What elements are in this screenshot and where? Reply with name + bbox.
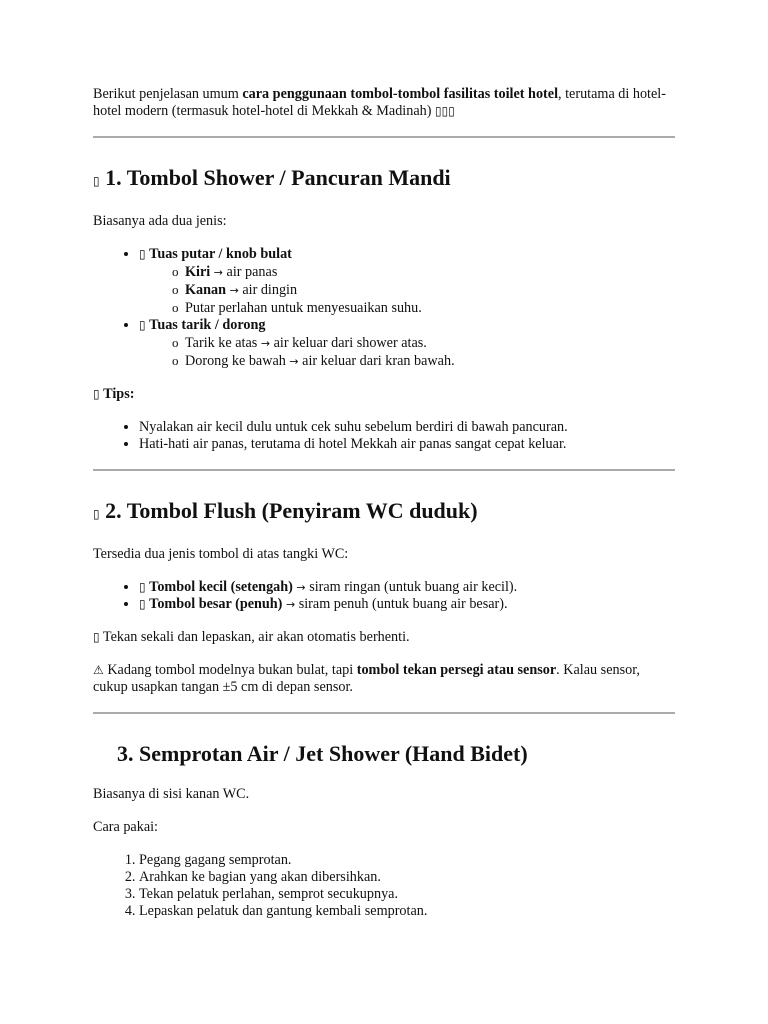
sub-list-item <box>185 281 678 299</box>
sub-item-text: air panas <box>222 264 278 280</box>
sub-list-item <box>185 263 678 281</box>
section-3-lead-2: Cara pakai: <box>93 819 158 835</box>
section-1-lead: Biasanya ada dua jenis: <box>93 213 227 229</box>
sub-list <box>139 334 678 370</box>
section-title: 2. Tombol Flush (Penyiram WC duduk) <box>105 498 478 523</box>
sub-list <box>139 263 678 317</box>
sub-item-text: Putar perlahan untuk menyesuaikan suhu. <box>185 300 422 316</box>
section-2-heading <box>93 498 678 527</box>
arrow-right-icon: → <box>289 355 299 368</box>
arrow-right-icon: → <box>285 598 296 611</box>
bidet-steps-list <box>93 852 678 920</box>
intro-text-2: , terutama di hotel-hotel modern (termasuk hotel-hotel di Mekkah & Madinah) <box>93 86 666 119</box>
section-title: 3. Semprotan Air / Jet Shower (Hand Bidet) <box>117 741 528 766</box>
arrow-right-icon: → <box>260 337 271 350</box>
divider <box>93 136 675 138</box>
emoji-placeholder-icon: ▯ <box>139 597 146 611</box>
sub-item-text: air keluar dari shower atas. <box>270 335 427 351</box>
item-label: Tuas putar / knob bulat <box>149 246 292 262</box>
list-item <box>139 596 678 613</box>
sub-item-text: Dorong ke bawah <box>185 353 290 369</box>
emoji-placeholder-icon: ▯ <box>93 630 100 644</box>
list-item: 4. Lepaskan pelatuk dan gantung kembali semprotan. <box>139 903 678 920</box>
list-item: 3. Tekan pelatuk perlahan, semprot secukupnya. <box>139 886 678 903</box>
flush-note <box>93 629 678 646</box>
item-label: Tuas tarik / dorong <box>149 317 266 333</box>
shower-types-list <box>93 246 678 370</box>
note-text: Tekan sekali dan lepaskan, air akan otomatis berhenti. <box>99 629 410 645</box>
emoji-placeholder-icon: ▯ <box>93 174 100 188</box>
warning-text: Kadang tombol modelnya bukan bulat, tapi <box>103 662 357 678</box>
sub-item-text: air keluar dari kran bawah. <box>298 353 455 369</box>
item-label: Tombol besar (penuh) <box>149 596 283 612</box>
flush-buttons-list <box>93 579 678 613</box>
sub-list-item <box>185 334 678 352</box>
flush-warning <box>93 662 678 696</box>
list-item: 2. Arahkan ke bagian yang akan dibersihkan. <box>139 869 678 886</box>
item-text: siram ringan (untuk buang air kecil). <box>305 579 518 595</box>
arrow-right-icon: → <box>296 581 306 594</box>
sub-list-item <box>185 299 678 317</box>
tips-heading <box>93 386 678 403</box>
sub-item-text: air dingin <box>238 282 298 298</box>
emoji-placeholder-icon: ▯ <box>139 247 146 261</box>
section-3-heading <box>93 741 678 767</box>
list-item: 1. Pegang gagang semprotan. <box>139 852 678 869</box>
list-item: • Nyalakan air kecil dulu untuk cek suhu sebelum berdiri di bawah pancuran. <box>139 419 678 436</box>
document-content <box>93 86 678 936</box>
list-item: • Hati-hati air panas, terutama di hotel Mekkah air panas sangat cepat keluar. <box>139 436 678 453</box>
emoji-placeholder-icon: ▯ <box>139 580 146 594</box>
arrow-right-icon: → <box>213 266 223 279</box>
section-title: 1. Tombol Shower / Pancuran Mandi <box>105 165 451 190</box>
sub-list-item <box>185 352 678 370</box>
emoji-placeholder-icon: ▯ <box>93 387 100 401</box>
item-text: siram penuh (untuk buang air besar). <box>295 596 508 612</box>
sub-item-bold: Kiri <box>185 264 211 280</box>
list-item <box>139 579 678 596</box>
tips-label: Tips: <box>103 386 135 402</box>
warning-icon: ⚠ <box>93 663 104 677</box>
warning-text-2: . Kalau sensor, cukup usapkan tangan ±5 cm di depan sensor. <box>93 662 640 695</box>
list-item <box>139 246 678 317</box>
divider <box>93 469 675 471</box>
intro-bold: cara penggunaan tombol-tombol fasilitas toilet hotel <box>242 86 559 102</box>
tips-list <box>93 419 678 453</box>
intro-text: Berikut penjelasan umum <box>93 86 243 102</box>
arrow-right-icon: → <box>229 284 239 297</box>
intro-paragraph <box>93 86 678 120</box>
item-label: Tombol kecil (setengah) <box>149 579 293 595</box>
section-3-lead: Biasanya di sisi kanan WC. <box>93 786 250 802</box>
sub-item-bold: Kanan <box>185 282 227 298</box>
emoji-placeholder-icon: ▯ <box>139 318 146 332</box>
sub-item-text: Tarik ke atas <box>185 335 261 351</box>
section-2-lead: Tersedia dua jenis tombol di atas tangki WC: <box>93 546 349 562</box>
divider <box>93 712 675 714</box>
emoji-placeholder-icon: ▯▯▯ <box>435 104 455 118</box>
warning-bold: tombol tekan persegi atau sensor <box>356 662 557 678</box>
emoji-placeholder-icon: ▯ <box>93 507 100 521</box>
section-1-heading <box>93 165 678 194</box>
list-item <box>139 317 678 370</box>
